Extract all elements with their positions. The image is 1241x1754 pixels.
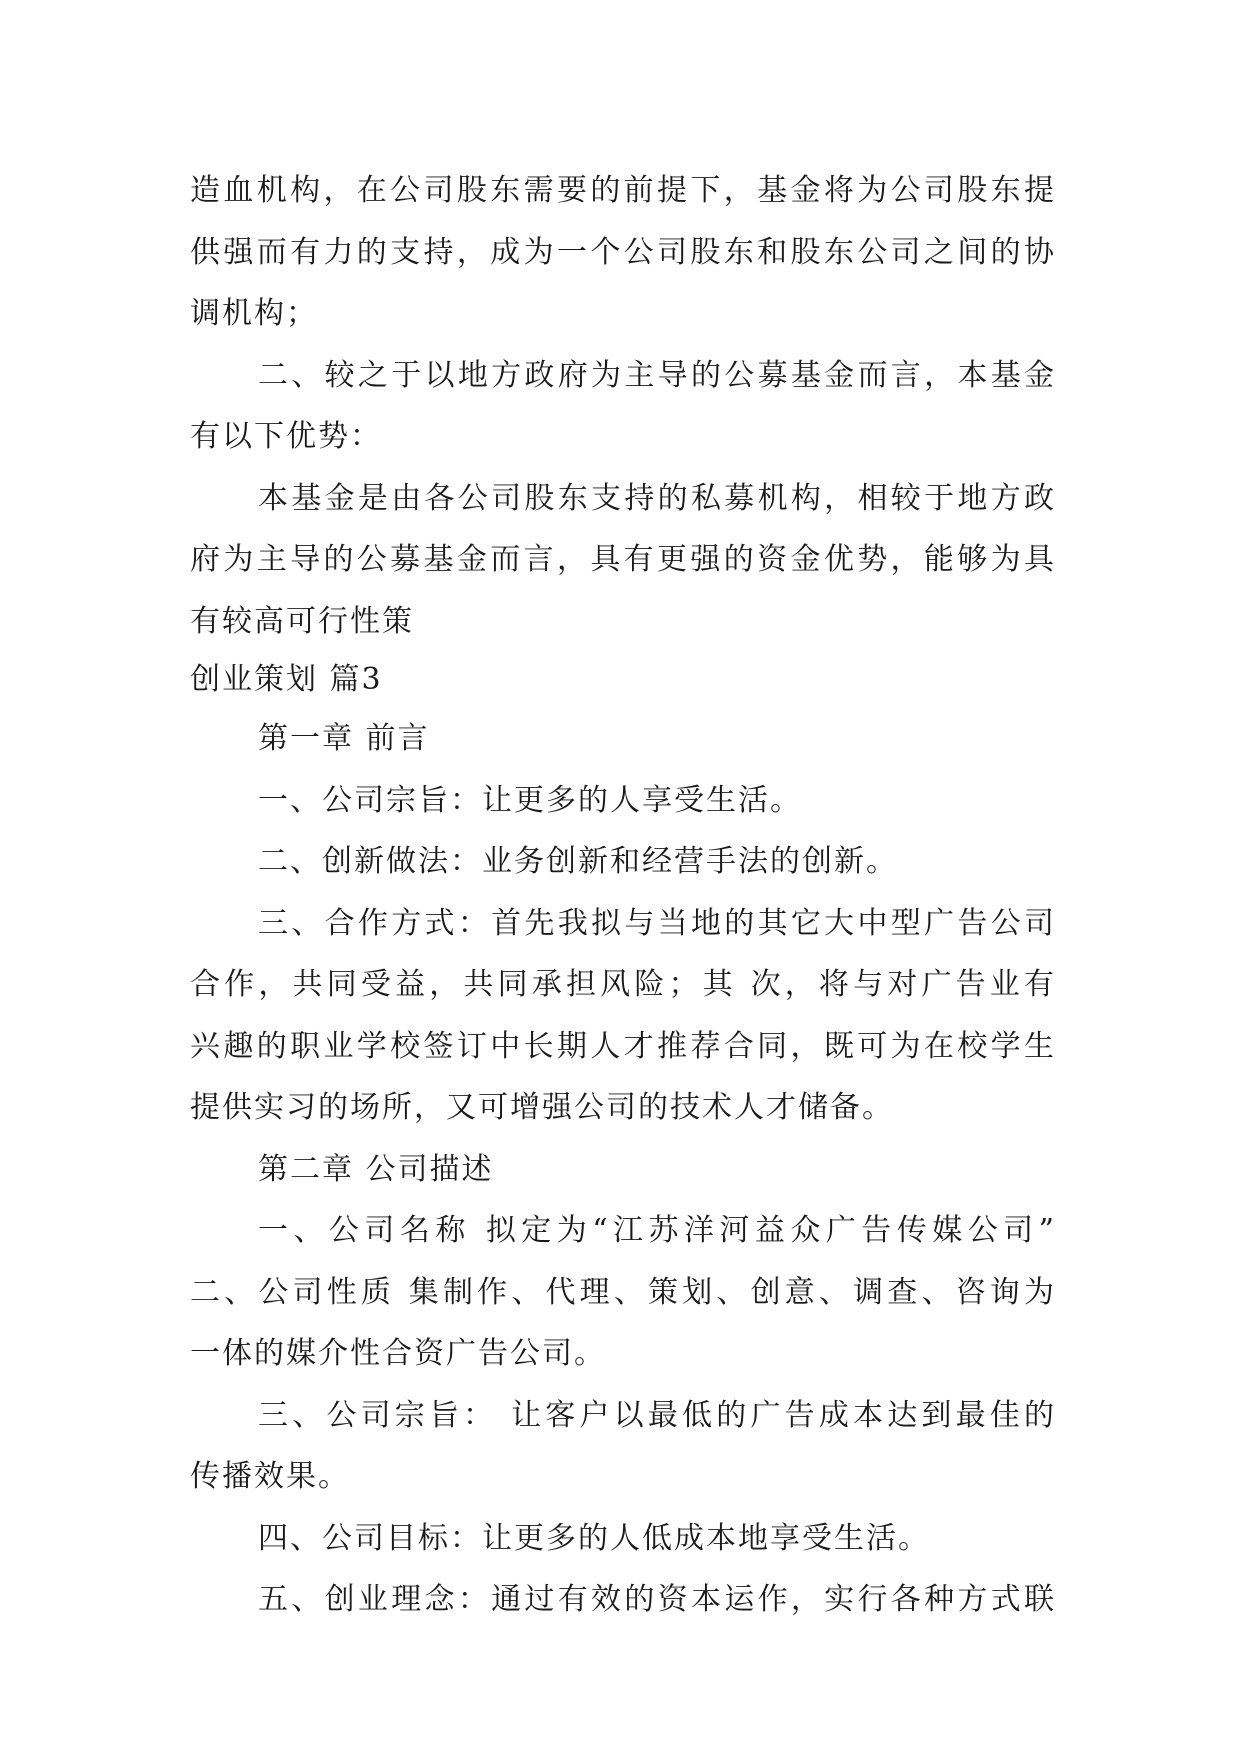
text-line: 合作，共同受益，共同承担风险；其 次，将与对广告业有 — [190, 967, 1056, 1002]
text-line: 传播效果。 — [190, 1459, 350, 1494]
section-heading: 创业策划 篇3 — [190, 662, 383, 697]
text-line: 三、公司宗旨： 让客户以最低的广告成本达到最佳的 — [258, 1397, 1056, 1433]
text-line: 府为主导的公募基金而言，具有更强的资金优势，能够为具 — [190, 542, 1056, 577]
text-line: 提供实习的场所，又可增强公司的技术人才储备。 — [190, 1090, 894, 1125]
text-line: 一、公司宗旨：让更多的人享受生活。 — [258, 782, 802, 818]
text-line: 第二章 公司描述 — [258, 1151, 494, 1187]
text-line: 兴趣的职业学校签订中长期人才推荐合同，既可为在校学生 — [190, 1028, 1056, 1064]
text-line: 有以下优势： — [190, 419, 382, 454]
text-line: 二、公司性质 集制作、代理、策划、创意、调查、咨询为 — [190, 1274, 1056, 1310]
text-line: 二、创新做法：业务创新和经营手法的创新。 — [258, 844, 898, 879]
text-line: 四、公司目标：让更多的人低成本地享受生活。 — [258, 1520, 930, 1556]
document-page — [190, 160, 1056, 1631]
text-line: 五、创业理念：通过有效的资本运作，实行各种方式联 — [258, 1582, 1056, 1617]
text-line: 二、较之于以地方政府为主导的公募基金而言，本基金 — [258, 357, 1056, 393]
text-line: 一、公司名称 拟定为“江苏洋河益众广告传媒公司” — [258, 1213, 1056, 1248]
text-line: 调机构； — [190, 296, 318, 331]
text-line: 第一章 前言 — [258, 721, 430, 756]
text-line: 三、合作方式：首先我拟与当地的其它大中型广告公司 — [258, 905, 1056, 941]
text-line: 有较高可行性策 — [190, 603, 414, 639]
text-line: 一体的媒介性合资广告公司。 — [190, 1336, 606, 1371]
text-line: 本基金是由各公司股东支持的私募机构，相较于地方政 — [258, 480, 1056, 516]
text-line: 供强而有力的支持，成为一个公司股东和股东公司之间的协 — [190, 234, 1056, 270]
text-line: 造血机构，在公司股东需要的前提下，基金将为公司股东提 — [190, 173, 1056, 208]
